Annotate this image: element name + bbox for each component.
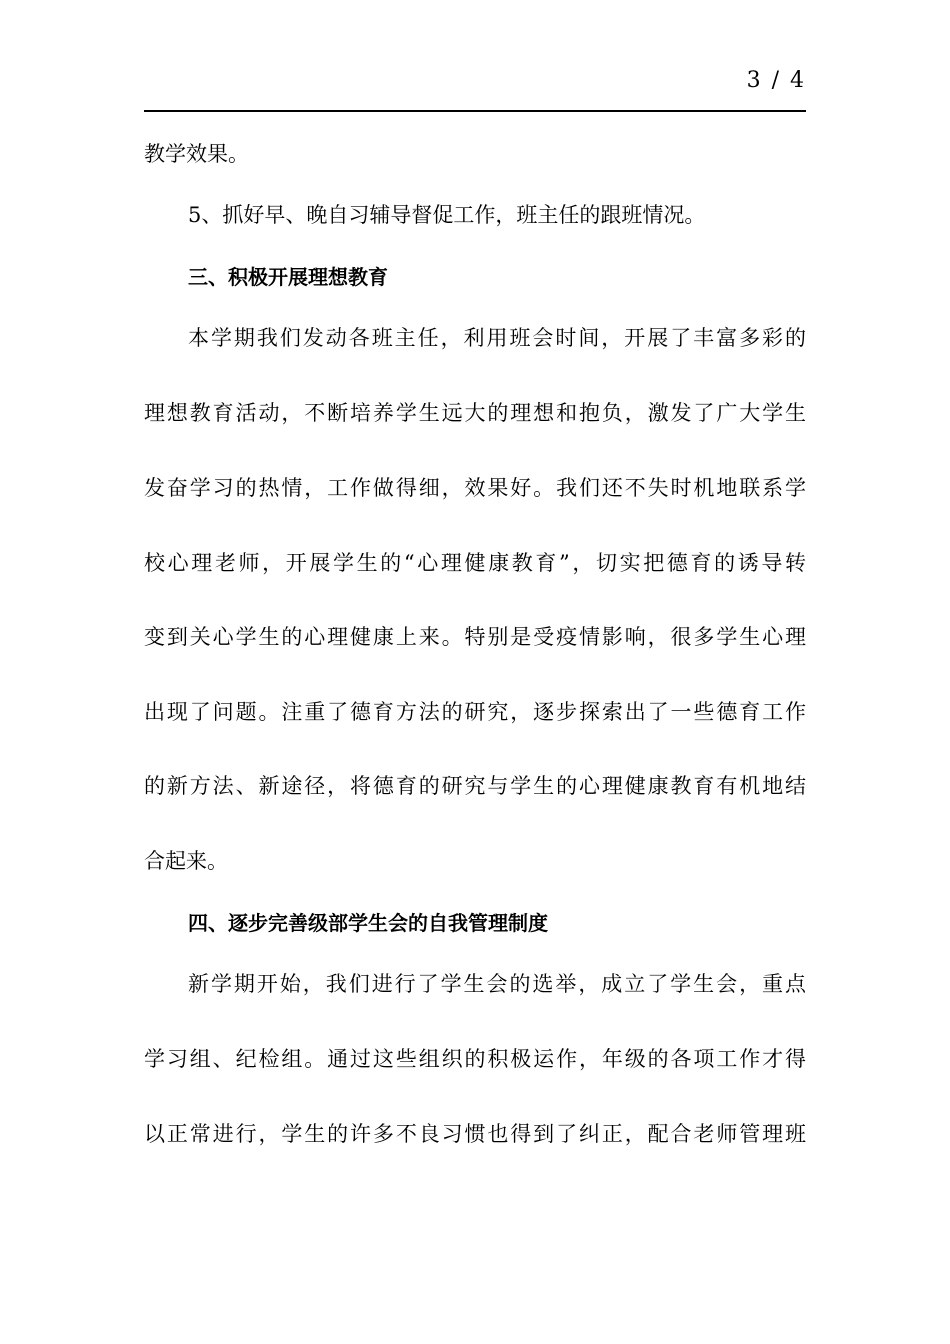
paragraph-continuation: 教学效果。 bbox=[144, 142, 249, 166]
paragraph-3-line-5: 变到关心学生的心理健康上来。特别是受疫情影响，很多学生心理 bbox=[144, 625, 806, 649]
paragraph-3-line-4: 校心理老师，开展学生的“心理健康教育”，切实把德育的诱导转 bbox=[144, 551, 806, 575]
paragraph-3-line-7: 的新方法、新途径，将德育的研究与学生的心理健康教育有机地结 bbox=[144, 774, 806, 798]
header-rule bbox=[144, 110, 806, 112]
paragraph-4-line-3: 以正常进行，学生的许多不良习惯也得到了纠正，配合老师管理班 bbox=[144, 1122, 806, 1146]
paragraph-3-line-8: 合起来。 bbox=[144, 849, 228, 873]
paragraph-4-line-2: 学习组、纪检组。通过这些组织的积极运作，年级的各项工作才得 bbox=[144, 1047, 806, 1071]
paragraph-3-line-6: 出现了问题。注重了德育方法的研究，逐步探索出了一些德育工作 bbox=[144, 700, 806, 724]
paragraph-3-line-2: 理想教育活动，不断培养学生远大的理想和抱负，激发了广大学生 bbox=[144, 401, 806, 425]
list-item-5: 5、抓好早、晚自习辅导督促工作，班主任的跟班情况。 bbox=[188, 203, 706, 227]
paragraph-3-line-3: 发奋学习的热情，工作做得细，效果好。我们还不失时机地联系学 bbox=[144, 476, 806, 500]
paragraph-3-line-1: 本学期我们发动各班主任，利用班会时间，开展了丰富多彩的 bbox=[188, 326, 806, 350]
section-heading-3: 三、积极开展理想教育 bbox=[188, 265, 388, 289]
paragraph-4-line-1: 新学期开始，我们进行了学生会的选举，成立了学生会，重点 bbox=[188, 972, 806, 996]
page-number: 3 / 4 bbox=[746, 68, 806, 93]
section-heading-4: 四、逐步完善级部学生会的自我管理制度 bbox=[188, 911, 548, 935]
